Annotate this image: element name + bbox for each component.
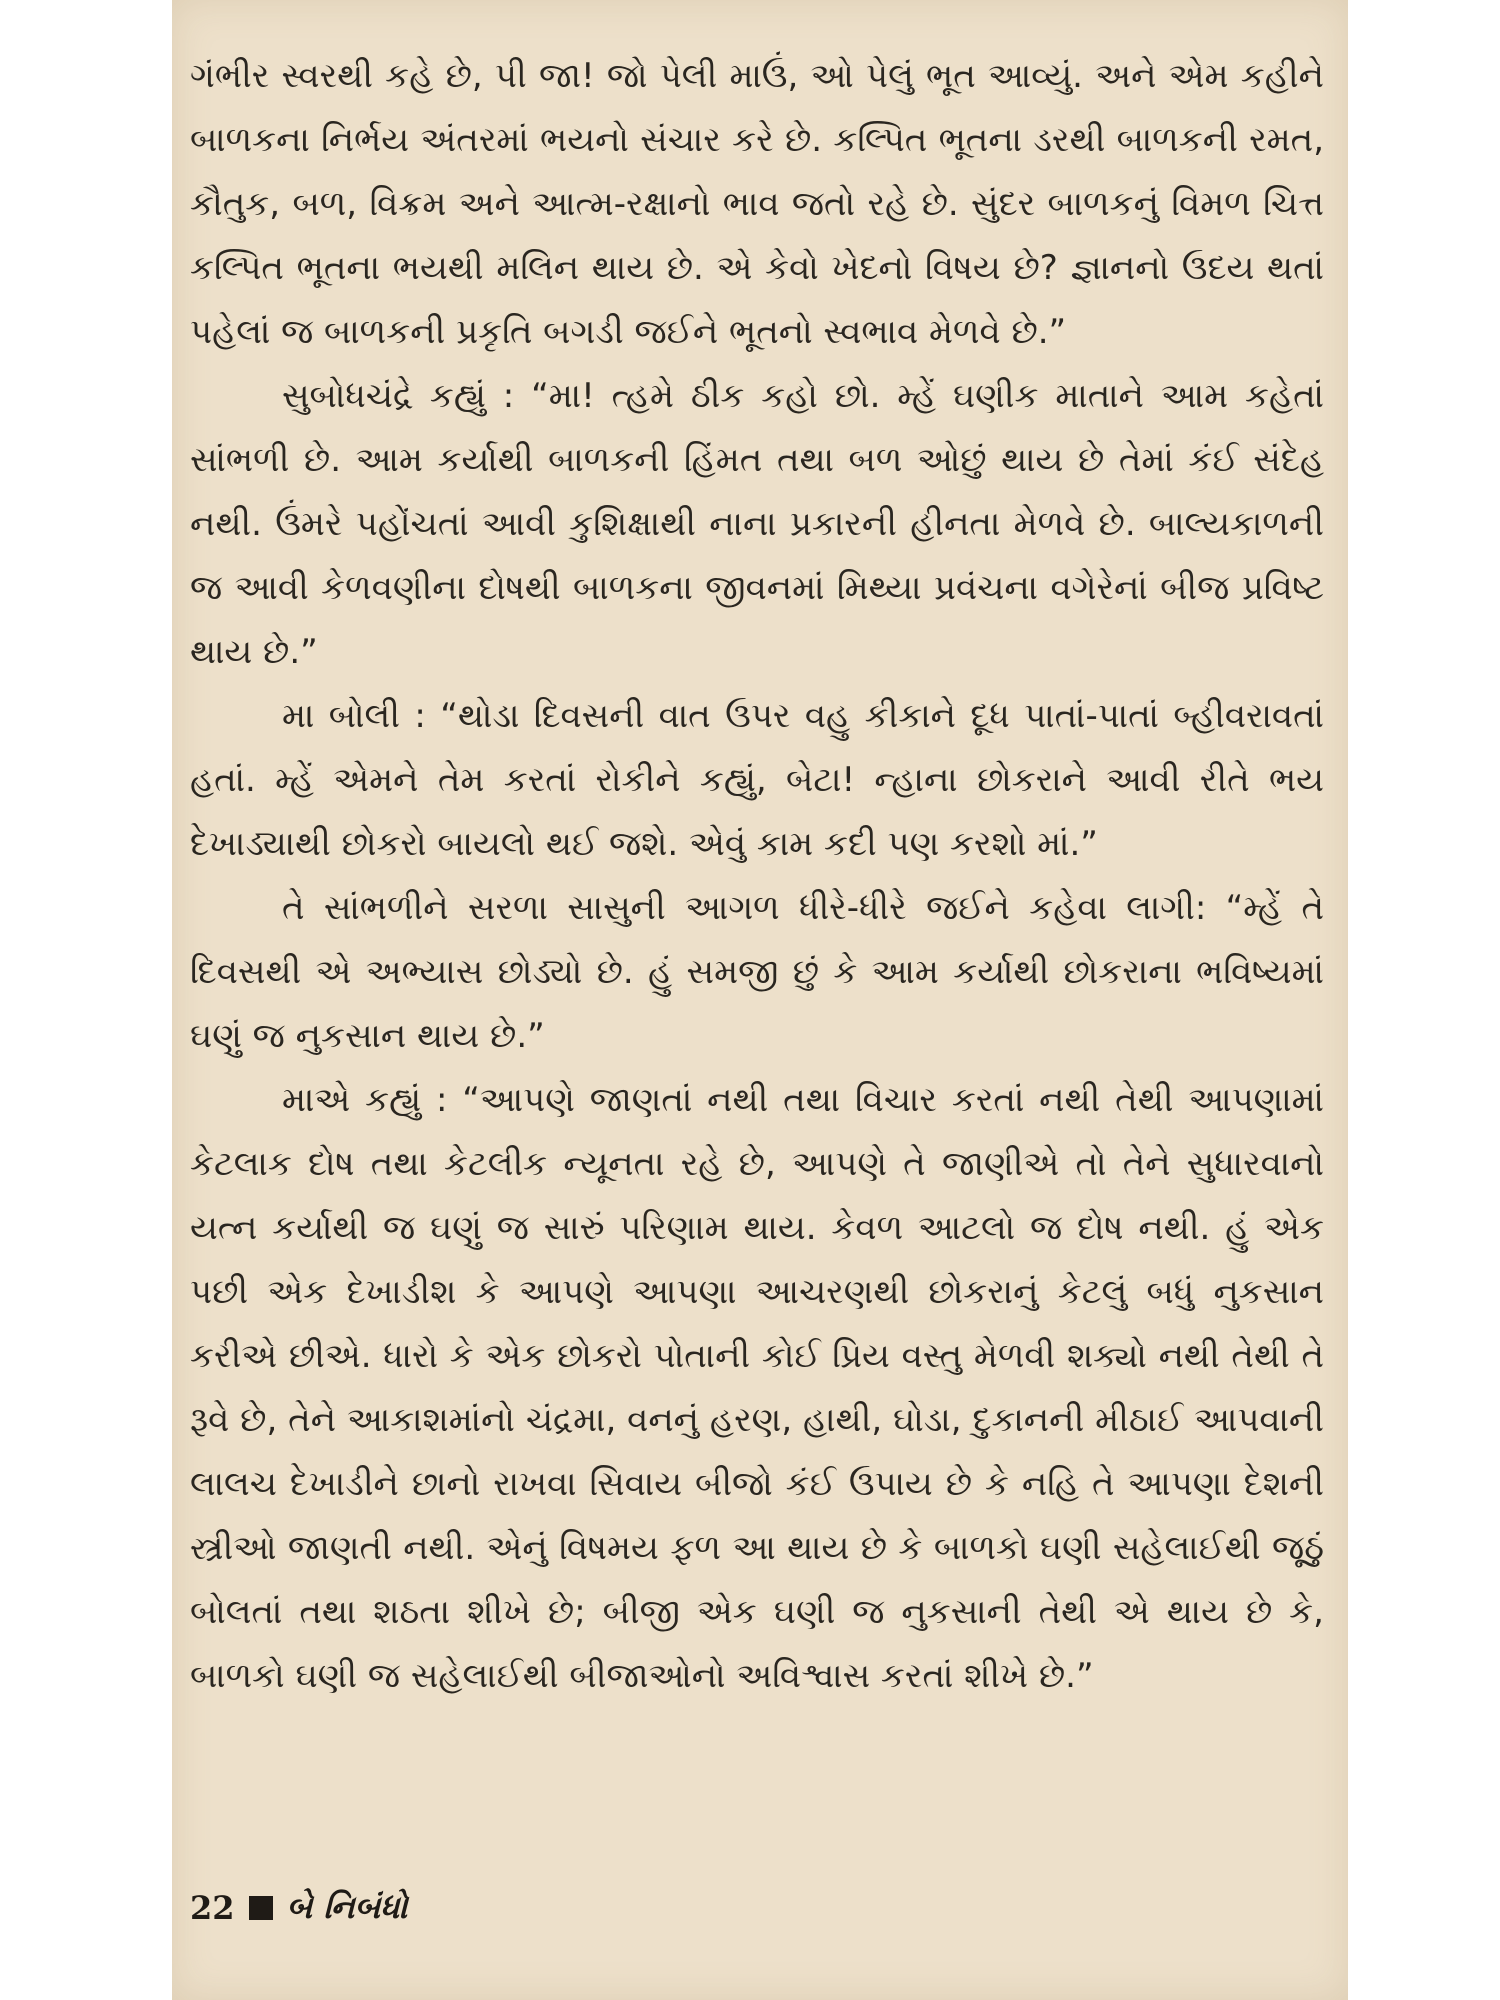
paragraph: તે સાંભળીને સરળા સાસુની આગળ ધીરે-ધીરે જઈને કહેવા લાગી: “મ્હેં તે દિવસથી એ અભ્યાસ છોડ્યો છે. હું સમજી છું કે આમ કર્યાથી છોકરાના ભવિષ્યમાં ઘણું જ નુકસાન થાય છે.” [190, 888, 1324, 1056]
book-title: બે નિબંધો [286, 1888, 408, 1926]
black-square-icon [249, 1896, 273, 1920]
paragraph: સુબોધચંદ્રે કહ્યું : “મા! ત્હમે ઠીક કહો છો. મ્હેં ઘણીક માતાને આમ કહેતાં સાંભળી છે. આમ કર્યાથી બાળકની હિંમત તથા બળ ઓછું થાય છે તેમાં કંઈ સંદેહ નથી. ઉંમરે પહોંચતાં આવી કુશિક્ષાથી નાના પ્રકારની હીનતા મેળવે છે. બાલ્યકાળની જ આવી કેળવણીના દોષથી બાળકના જીવનમાં મિથ્યા પ્રવંચના વગેરેનાં બીજ પ્રવિષ્ટ થાય છે.” [190, 376, 1324, 672]
body-text [190, 44, 1324, 1708]
page-number: 22 [190, 1888, 235, 1927]
paragraph: ગંભીર સ્વરથી કહે છે, પી જા! જો પેલી માઉં, ઓ પેલું ભૂત આવ્યું. અને એમ કહીને બાળકના નિર્ભય અંતરમાં ભયનો સંચાર કરે છે. કલ્પિત ભૂતના ડરથી બાળકની રમત, કૌતુક, બળ, વિક્રમ અને આત્મ-રક્ષાનો ભાવ જતો રહે છે. સુંદર બાળકનું વિમળ ચિત્ત કલ્પિત ભૂતના ભયથી મલિન થાય છે. એ કેવો ખેદનો વિષય છે? જ્ઞાનનો ઉદય થતાં પહેલાં જ બાળકની પ્રકૃતિ બગડી જઈને ભૂતનો સ્વભાવ મેળવે છે.” [190, 56, 1324, 352]
paragraph: મા બોલી : “થોડા દિવસની વાત ઉપર વહુ કીકાને દૂધ પાતાં-પાતાં બ્હીવરાવતાં હતાં. મ્હેં એમને તેમ કરતાં રોકીને કહ્યું, બેટા! ન્હાના છોકરાને આવી રીતે ભય દેખાડ્યાથી છોકરો બાયલો થઈ જશે. એવું કામ કદી પણ કરશો માં.” [190, 696, 1324, 864]
paragraph: માએ કહ્યું : “આપણે જાણતાં નથી તથા વિચાર કરતાં નથી તેથી આપણામાં કેટલાક દોષ તથા કેટલીક ન્યૂનતા રહે છે, આપણે તે જાણીએ તો તેને સુધારવાનો યત્ન કર્યાથી જ ઘણું જ સારું પરિણામ થાય. કેવળ આટલો જ દોષ નથી. હું એક પછી એક દેખાડીશ કે આપણે આપણા આચરણથી છોકરાનું કેટલું બધું નુકસાન કરીએ છીએ. ધારો કે એક છોકરો પોતાની કોઈ પ્રિય વસ્તુ મેળવી શક્યો નથી તેથી તે રૂવે છે, તેને આકાશમાંનો ચંદ્રમા, વનનું હરણ, હાથી, ઘોડા, દુકાનની મીઠાઈ આપવાની લાલચ દેખાડીને છાનો રાખવા સિવાય બીજો કંઈ ઉપાય છે કે નહિ તે આપણા દેશની સ્ત્રીઓ જાણતી નથી. એનું વિષમય ફળ આ થાય છે કે બાળકો ઘણી સહેલાઈથી જૂઠું બોલતાં તથા શઠતા શીખે છે; બીજી એક ઘણી જ નુકસાની તેથી એ થાય છે કે, બાળકો ઘણી જ સહેલાઈથી બીજાઓનો અવિશ્વાસ કરતાં શીખે છે.” [190, 1080, 1324, 1696]
page-footer [190, 1888, 407, 1927]
